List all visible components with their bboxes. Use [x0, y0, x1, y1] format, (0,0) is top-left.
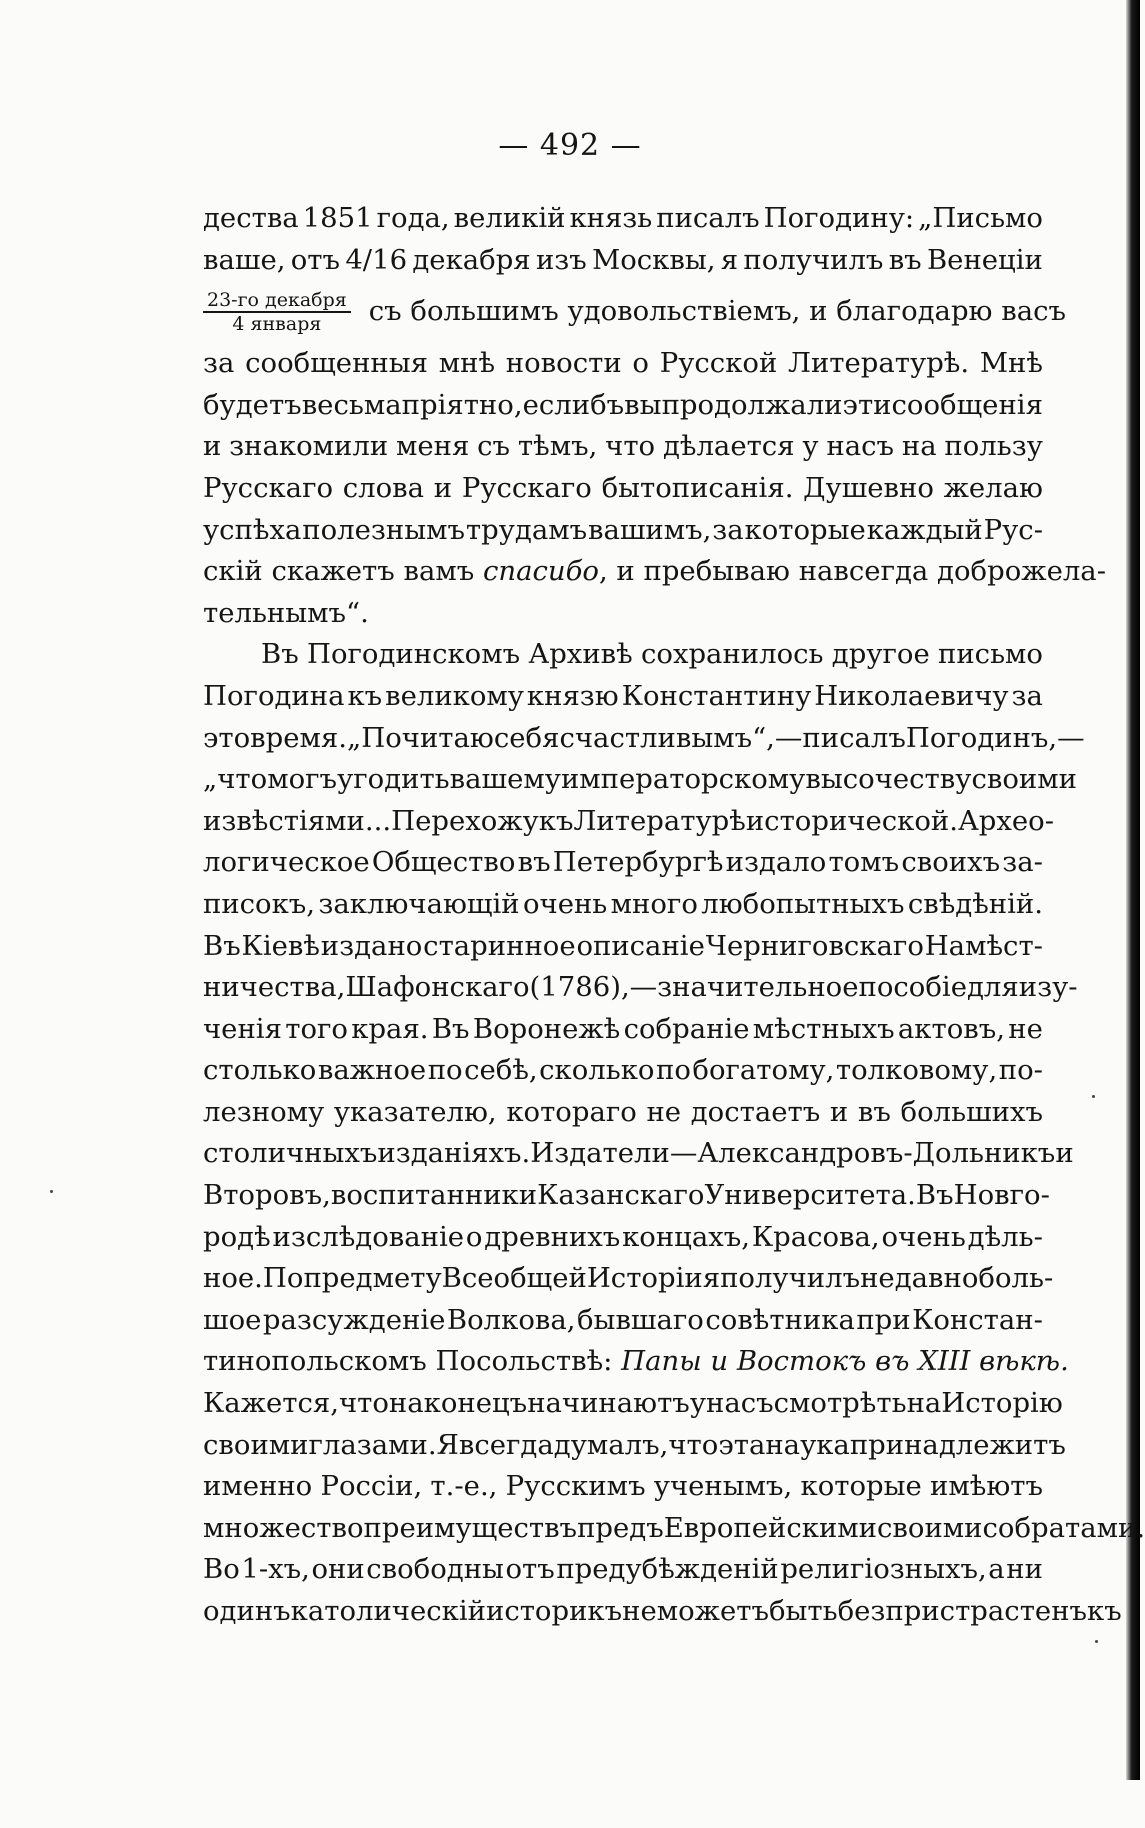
word: Издатели [530, 1137, 670, 1170]
word: религіозныхъ, [780, 1553, 987, 1586]
word: изъ [535, 243, 587, 276]
text-line-with-date-fraction [203, 281, 1067, 343]
word: Констан- [912, 1303, 1043, 1336]
word: Въ [261, 638, 299, 671]
word: другое [831, 638, 930, 671]
word: слова [342, 471, 425, 504]
word: которые [744, 513, 866, 546]
word: ваше, [203, 243, 286, 276]
word: пользу [944, 430, 1043, 463]
word: меня [395, 430, 470, 463]
word: думалъ, [553, 1428, 669, 1461]
text-line [203, 884, 1043, 926]
word: изу- [1018, 971, 1078, 1004]
word: большихъ [900, 1095, 1043, 1128]
word: Красова, [751, 1220, 880, 1253]
word: для [967, 971, 1019, 1004]
word: (1786),—значительное [529, 971, 859, 1004]
word: Кажется, [203, 1387, 339, 1420]
word: насъ [826, 430, 895, 463]
text-line [203, 1466, 1043, 1508]
word: вашимъ, [587, 513, 712, 546]
word: Исторіи [586, 1262, 703, 1295]
text-line [203, 240, 1043, 282]
word: желаю [943, 471, 1043, 504]
text-line [203, 676, 1043, 718]
word: Черниговскаго [705, 929, 924, 962]
text-line [203, 1217, 1043, 1259]
word: насъ [706, 1387, 774, 1420]
word: Казанскаго [537, 1179, 705, 1212]
word: предубѣжденій [556, 1553, 779, 1586]
word: Литературѣ [573, 804, 746, 837]
word: не [646, 1095, 682, 1128]
word: много [610, 887, 698, 920]
word: Воронежѣ [472, 1012, 621, 1045]
word: у [689, 1387, 706, 1420]
word: описаніе [576, 929, 705, 962]
word: могъ [267, 763, 338, 796]
word: князь [569, 202, 653, 234]
word: Рус- [983, 513, 1043, 546]
text-line [203, 801, 1055, 843]
word: издало [725, 846, 827, 879]
line-rest: съ большимъ удовольствіемъ, и благодарю васъ [368, 295, 1067, 328]
text-line [203, 1133, 1074, 1175]
word: края. [351, 1012, 429, 1045]
word: заключающій [318, 887, 520, 920]
word: по [427, 1054, 463, 1087]
word: логическое [203, 846, 370, 879]
word: совѣтника [705, 1303, 855, 1336]
word: бывшаго [577, 1303, 704, 1336]
word: ное. [203, 1262, 263, 1295]
word: къ [1087, 1595, 1122, 1627]
word: 1851 [302, 202, 373, 234]
word: въ [857, 1095, 891, 1128]
word: глазами. [308, 1428, 437, 1461]
word: Волкова, [446, 1303, 576, 1336]
word: шое [203, 1303, 262, 1336]
word: въ [888, 243, 922, 276]
word: столичныхъ [203, 1137, 378, 1170]
scan-speck [1092, 1095, 1095, 1098]
word: трудамъ [465, 513, 588, 546]
word: мнѣ [438, 347, 496, 380]
word: Кіевѣ [241, 929, 320, 962]
word: Русскаго [461, 471, 592, 504]
word: знакомили [229, 430, 389, 463]
word: высочеству [805, 763, 972, 796]
word: своими [971, 763, 1077, 796]
word: именно [203, 1470, 313, 1503]
word: 4/16 [345, 243, 408, 276]
word: по [656, 1054, 691, 1087]
text-line [203, 510, 1043, 552]
word: своими [877, 1511, 983, 1544]
word: собраніе [623, 1012, 750, 1045]
word: столько [203, 1054, 317, 1087]
text-line [203, 1300, 1043, 1342]
word: свободны [366, 1553, 504, 1586]
word: любопытныхъ [701, 887, 905, 920]
text-line [203, 1175, 1050, 1217]
word: на [901, 430, 937, 463]
word: Второвъ, [203, 1179, 331, 1212]
word: безпристрастенъ [837, 1595, 1088, 1627]
word: Архео- [957, 804, 1055, 837]
word: очень [522, 887, 608, 920]
text-line [203, 1508, 1145, 1550]
text-line [203, 1009, 1043, 1051]
word: я [720, 243, 739, 276]
word: дества [203, 202, 299, 234]
word: эта [718, 1428, 766, 1461]
word: Исторію [941, 1387, 1063, 1420]
word: Душевно [803, 471, 934, 504]
word: ченія [203, 1012, 282, 1045]
word: Русскаго [203, 471, 334, 504]
word: Погодинскомъ [306, 638, 521, 671]
word: я [702, 1262, 721, 1295]
word: толковому, [835, 1054, 998, 1087]
word: и [829, 1095, 849, 1128]
word: за [203, 347, 235, 380]
word: смотрѣть [773, 1387, 907, 1420]
word: указателю, [333, 1095, 497, 1128]
word: сколько [539, 1054, 655, 1087]
word: Намѣст- [924, 929, 1043, 962]
text-line [203, 1425, 1066, 1467]
italic-title: Папы и Востокъ въ XIII вѣкѣ. [621, 1345, 1069, 1378]
word: важное [317, 1054, 427, 1087]
word: быть [768, 1595, 838, 1627]
text-line [203, 426, 1043, 468]
word: угодить [337, 763, 450, 796]
word: — [669, 1137, 698, 1170]
word: дѣлается [662, 430, 795, 463]
word: т.-е., [430, 1470, 498, 1503]
word: котораго [506, 1095, 637, 1128]
word: получилъ [720, 1262, 861, 1295]
text-line [203, 759, 1077, 801]
word: при [856, 1303, 911, 1336]
text-line [203, 1258, 1054, 1300]
word: очень [881, 1220, 966, 1253]
line-part: тинопольскомъ Посольствѣ: [203, 1345, 622, 1378]
word: преимуществъ [363, 1511, 578, 1544]
word: недавно [860, 1262, 979, 1295]
word: декабря [412, 243, 531, 276]
word: по- [998, 1054, 1043, 1087]
word: имѣютъ [930, 1470, 1043, 1503]
word: что [668, 1428, 719, 1461]
word: Погодину: [763, 202, 915, 234]
word: концахъ, [622, 1220, 750, 1253]
word: въ [517, 846, 551, 879]
text-line-with-italic [203, 1341, 1069, 1383]
word: къ [347, 679, 383, 712]
text-line [203, 1591, 1122, 1633]
word: за [1011, 679, 1043, 712]
word: всегда [458, 1428, 554, 1461]
word: 1-хъ, [241, 1553, 310, 1586]
word: вы [624, 388, 662, 421]
word: каждый [866, 513, 983, 546]
word: письмо [938, 638, 1043, 671]
word: великому [385, 679, 524, 712]
word: писокъ, [203, 887, 316, 920]
text-line [203, 1549, 1043, 1591]
word: полезнымъ [302, 513, 466, 546]
word: у [802, 430, 819, 463]
word: Перехожу [391, 804, 539, 837]
word: тѣмъ, [517, 430, 598, 463]
word: счастливымъ“,—писалъ [559, 721, 906, 754]
word: достаетъ [690, 1095, 821, 1128]
word: за- [1002, 846, 1043, 879]
word: „что [203, 763, 268, 796]
date-fraction [203, 289, 351, 335]
word: наконецъ [388, 1387, 528, 1420]
word: писалъ [656, 202, 760, 234]
word: они [311, 1553, 365, 1586]
word: своими [203, 1428, 309, 1461]
word: не [1008, 1012, 1043, 1045]
text-line [203, 1050, 1043, 1092]
word: томъ [828, 846, 900, 879]
fraction-denominator: 4 января [232, 313, 322, 336]
word: императорскому [560, 763, 806, 796]
word: Русскимъ [505, 1470, 646, 1503]
word: свѣдѣній. [907, 887, 1043, 920]
word: извѣстіями... [203, 804, 392, 837]
word: Я [436, 1428, 459, 1461]
text-line [203, 1092, 1043, 1134]
line-part: скій скажетъ вамъ [203, 555, 483, 588]
word: весьма [301, 388, 402, 421]
word: время. [250, 721, 348, 754]
italic-word: спасибо [482, 555, 599, 588]
word: разсужденіе [262, 1303, 446, 1336]
word: родѣ [203, 1220, 271, 1253]
word: года, [376, 202, 450, 234]
word: что [605, 430, 656, 463]
text-line [203, 842, 1043, 884]
word: вашему [449, 763, 561, 796]
word: Въ [915, 1179, 954, 1212]
word: получилъ [743, 243, 884, 276]
word: одинъ [203, 1595, 291, 1627]
fraction-numerator: 23-го декабря [203, 289, 351, 313]
word: актовъ, [897, 1012, 1005, 1045]
word: Погодина [203, 679, 345, 712]
word: того [285, 1012, 348, 1045]
word: сообщенныя [245, 347, 428, 380]
body-text [203, 198, 1145, 1633]
word: католическій [290, 1595, 486, 1627]
word: продолжали [661, 388, 843, 421]
word: пріятно, [401, 388, 523, 421]
text-line [203, 198, 1043, 240]
word: и [203, 430, 222, 463]
word: Литературѣ. [788, 347, 970, 380]
word: и [433, 471, 453, 504]
text-line [203, 1383, 1063, 1425]
text-line [203, 468, 1043, 510]
word: будетъ [203, 388, 302, 421]
word: издано [320, 929, 423, 962]
word: изданіяхъ. [377, 1137, 531, 1170]
word: князю [526, 679, 619, 712]
word: великій [453, 202, 566, 234]
word: новости [505, 347, 622, 380]
paragraph-end-line: тельнымъ“. [203, 596, 369, 629]
word: о [632, 347, 649, 380]
word: Мнѣ [979, 347, 1043, 380]
word: дѣль- [967, 1220, 1043, 1253]
word: Общество [371, 846, 516, 879]
word: Александровъ-Дольникъ [697, 1137, 1056, 1170]
word: Во [203, 1553, 240, 1586]
word: предмету [303, 1262, 442, 1295]
word: сохранилось [640, 638, 824, 671]
text-line [203, 343, 1043, 385]
word: древнихъ [484, 1220, 621, 1253]
word: множество [203, 1511, 364, 1544]
word: принадлежитъ [849, 1428, 1066, 1461]
word: пособіе [858, 971, 967, 1004]
word: отъ [290, 243, 341, 276]
word: ничества, [203, 971, 346, 1004]
word: еслибъ [522, 388, 625, 421]
word: старинное [423, 929, 576, 962]
line-part: , и пребываю навсегда доброжела- [598, 555, 1106, 588]
word: на [906, 1387, 942, 1420]
word: къ [538, 804, 574, 837]
word: мѣстныхъ [752, 1012, 895, 1045]
word: „Письмо [918, 202, 1043, 234]
word: это [203, 721, 251, 754]
text-line-with-italic [203, 551, 1106, 593]
word: ученымъ, [653, 1470, 793, 1503]
text-line [203, 967, 1078, 1009]
scan-speck [1095, 1640, 1098, 1643]
word: Константину [621, 679, 812, 712]
word: наука [765, 1428, 850, 1461]
word: предъ [577, 1511, 664, 1544]
word: о [465, 1220, 483, 1253]
word: боль- [978, 1262, 1054, 1295]
word: успѣха [203, 513, 302, 546]
word: Въ [431, 1012, 470, 1045]
word: себя [493, 721, 560, 754]
word: Въ [203, 929, 241, 962]
word: Университета. [704, 1179, 916, 1212]
word: лезному [203, 1095, 325, 1128]
word: историкъ [485, 1595, 623, 1627]
word: Погодинъ,— [905, 721, 1085, 754]
word: начинаютъ [527, 1387, 690, 1420]
word: сообщенія [891, 388, 1043, 421]
scan-speck [50, 1190, 53, 1193]
word: своихъ [901, 846, 1001, 879]
word: не [622, 1595, 657, 1627]
word: Россіи, [320, 1470, 423, 1503]
paragraph-start-line [203, 634, 1043, 676]
word: можетъ [656, 1595, 769, 1627]
word: эти [842, 388, 892, 421]
word: за [712, 513, 744, 546]
word: ни [1006, 1553, 1043, 1586]
word: Новго- [953, 1179, 1050, 1212]
word: Москвы, [592, 243, 716, 276]
text-line [203, 385, 1043, 427]
word: По [262, 1262, 304, 1295]
word: Николаевичу [814, 679, 1009, 712]
word: Шафонскаго [345, 971, 530, 1004]
word: Всеобщей [441, 1262, 587, 1295]
text-line [203, 718, 1085, 760]
word: съ [477, 430, 511, 463]
page-number: — 492 — [498, 128, 642, 163]
word: что [338, 1387, 389, 1420]
word: Архивѣ [528, 638, 633, 671]
word: „Почитаю [347, 721, 494, 754]
word: изслѣдованіе [272, 1220, 465, 1253]
word: собратами. [982, 1511, 1145, 1544]
word: которые [800, 1470, 922, 1503]
word: бытописанія. [601, 471, 794, 504]
word: и [1055, 1137, 1074, 1170]
word: Русской [659, 347, 778, 380]
word: себѣ, [464, 1054, 538, 1087]
word: отъ [505, 1553, 555, 1586]
text-line [203, 926, 1043, 968]
word: богатому, [692, 1054, 835, 1087]
word: Петербургѣ [552, 846, 724, 879]
word: а [988, 1553, 1005, 1586]
word: Европейскими [663, 1511, 877, 1544]
word: Венеціи [926, 243, 1043, 276]
word: воспитанники [330, 1179, 538, 1212]
word: исторической. [745, 804, 958, 837]
